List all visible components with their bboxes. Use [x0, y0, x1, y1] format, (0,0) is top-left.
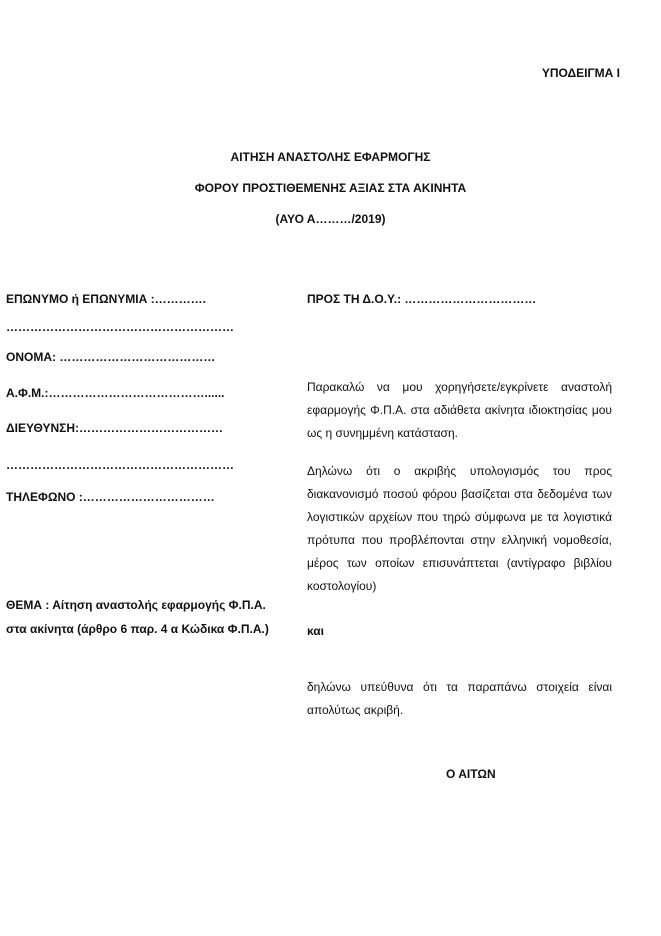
- address-continuation-field: …………………………………………………: [6, 458, 234, 472]
- subject-block: [6, 593, 269, 641]
- specimen-label: ΥΠΟΔΕΙΓΜΑ Ι: [541, 66, 620, 80]
- applicant-signature-label: Ο ΑΙΤΩΝ: [446, 767, 496, 781]
- address-field: ΔΙΕΥΘΥΝΣΗ:………………………………: [6, 421, 224, 435]
- name-field: ΟΝΟΜΑ: …………………………………: [6, 350, 216, 364]
- request-paragraph: Παρακαλώ να μου χορηγήσετε/εγκρίνετε αναστολή εφαρμογής Φ.Π.Α. στα αδιάθετα ακίνητα ιδιοκτησίας μου ως η συνημμένη κατάσταση.: [307, 380, 612, 440]
- responsibility-paragraph: δηλώνω υπεύθυνα ότι τα παραπάνω στοιχεία είναι απολύτως ακριβή.: [307, 680, 612, 717]
- subject-line-2: στα ακίνητα (άρθρο 6 παρ. 4 α Κώδικα Φ.Π.Α.): [6, 622, 269, 636]
- title-line-1: ΑΙΤΗΣΗ ΑΝΑΣΤΟΛΗΣ ΕΦΑΡΜΟΓΗΣ: [230, 150, 431, 164]
- subject-line-1: ΘΕΜΑ : Αίτηση αναστολής εφαρμογής Φ.Π.Α.: [6, 598, 266, 612]
- title-line-3: (ΑΥΟ Α………/2019): [275, 212, 386, 226]
- surname-continuation-field: …………………………………………………: [6, 320, 234, 334]
- declaration-paragraph: Δηλώνω ότι ο ακριβής υπολογισμός του προς διακανονισμό ποσού φόρου βασίζεται στα δεδομένα των λογιστικών αρχείων που τηρώ σύμφωνα με τα λογιστικά πρότυπα που προβλέπονται στην ελληνική νομοθεσία, μέρος των οποίων επισυνάπτεται (αντίγραφο βιβλίου κοστολογίου): [307, 464, 612, 593]
- document-title: [0, 145, 661, 238]
- conjunction-and: και: [307, 624, 325, 638]
- surname-field: ΕΠΩΝΥΜΟ ή ΕΠΩΝΥΜΙΑ :………….: [6, 292, 206, 306]
- recipient-tax-office: ΠΡΟΣ ΤΗ Δ.Ο.Υ.: ……………………………: [307, 292, 537, 306]
- phone-field: ΤΗΛΕΦΩΝΟ :……………………………: [6, 490, 215, 504]
- title-line-2: ΦΟΡΟΥ ΠΡΟΣΤΙΘΕΜΕΝΗΣ ΑΞΙΑΣ ΣΤΑ ΑΚΙΝΗΤΑ: [194, 181, 467, 195]
- afm-field: Α.Φ.Μ.:…………………………………......: [6, 386, 225, 400]
